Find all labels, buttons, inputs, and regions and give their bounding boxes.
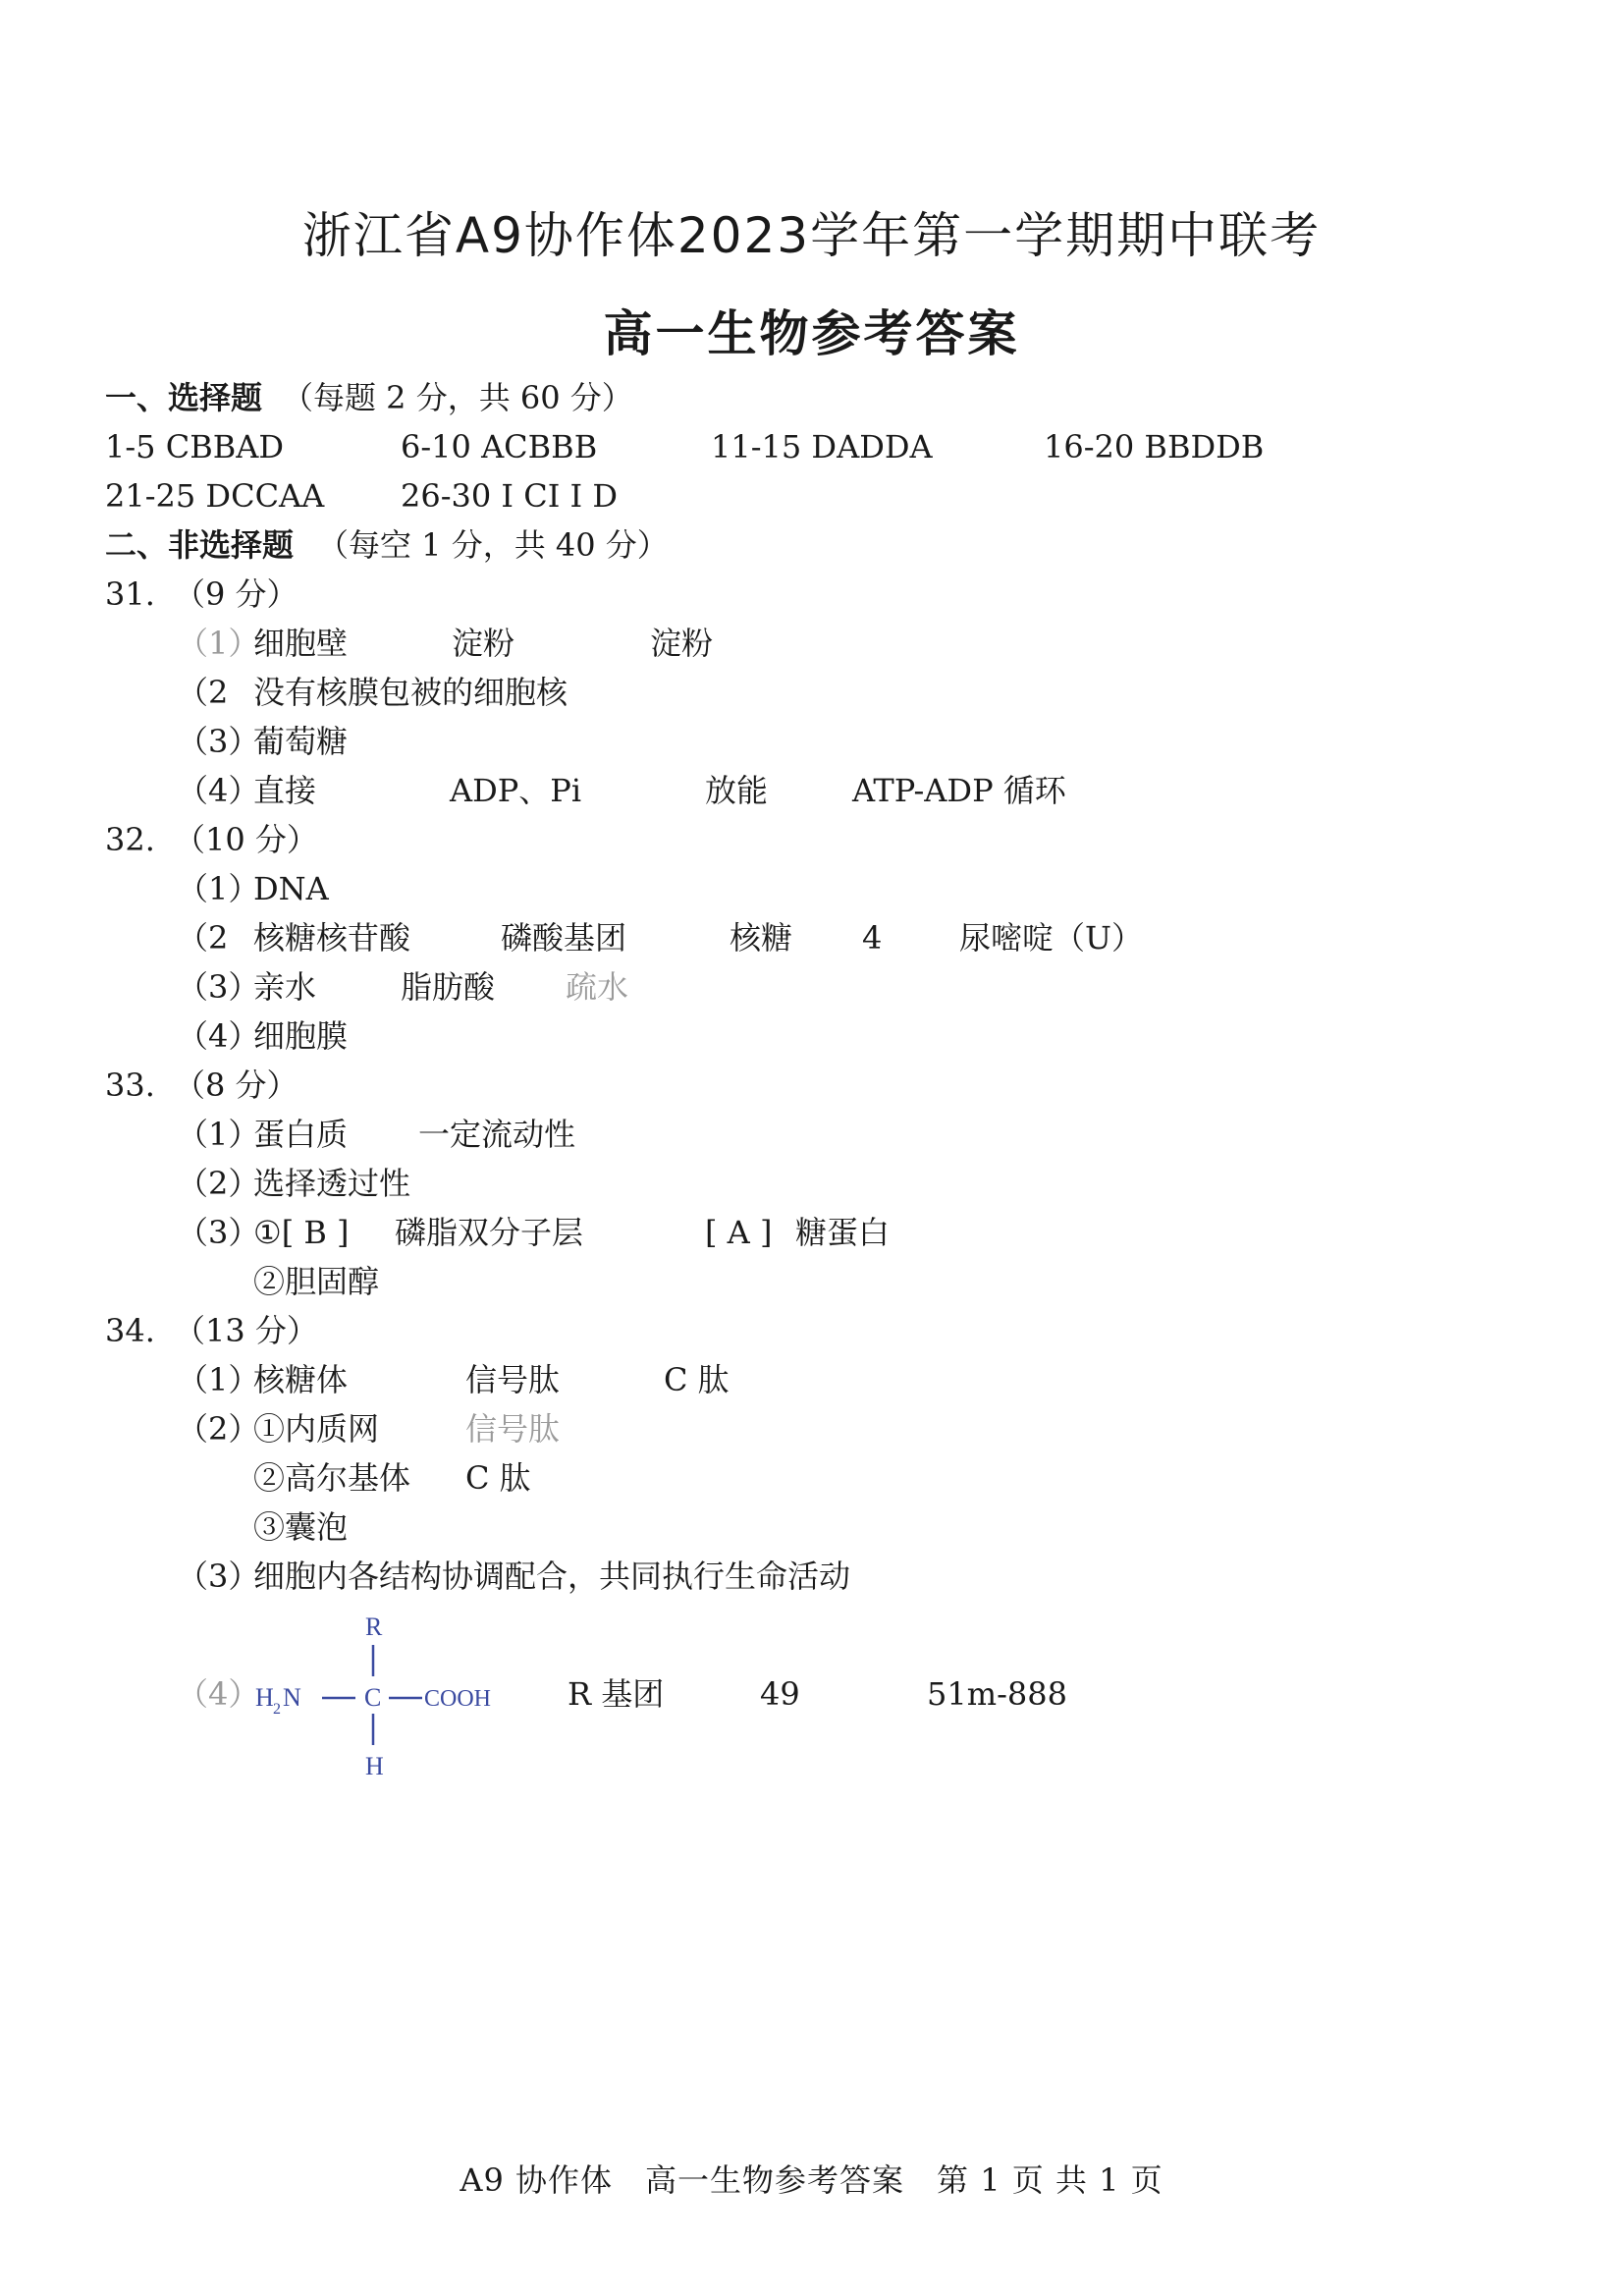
answer: C 肽 xyxy=(664,1361,730,1398)
answer: 葡萄糖 xyxy=(253,723,349,760)
answer: 49 xyxy=(760,1675,800,1713)
formula-amino-n: N xyxy=(283,1683,301,1712)
part-number: （4） xyxy=(177,1017,260,1055)
amino-acid-structural-formula xyxy=(245,1606,520,1782)
answer: R 基团 xyxy=(568,1675,665,1713)
section1-heading: 一、选择题 xyxy=(105,379,263,416)
formula-amino-h: H xyxy=(255,1683,274,1712)
part-number: （3） xyxy=(177,1214,260,1251)
answer: 疏水 xyxy=(566,968,629,1006)
part-number: （3） xyxy=(177,723,260,760)
answer: 没有核膜包被的细胞核 xyxy=(253,674,568,711)
answer: 尿嘧啶（U） xyxy=(959,919,1143,957)
answer: 4 xyxy=(862,919,883,957)
answer: 脂肪酸 xyxy=(401,968,496,1006)
question-score: （10 分） xyxy=(174,821,318,858)
answer: ②胆固醇 xyxy=(253,1263,380,1300)
page-footer: A9 协作体 高一生物参考答案 第 1 页 共 1 页 xyxy=(460,2161,1163,2199)
section1-note: （每题 2 分，共 60 分） xyxy=(282,379,633,416)
answer: ①[ B ] xyxy=(253,1214,350,1251)
answer-group: 11-15 DADDA xyxy=(711,428,933,465)
document-subtitle: 高一生物参考答案 xyxy=(603,305,1020,362)
answer: 放能 xyxy=(705,772,769,809)
part-number: （1） xyxy=(177,1116,260,1153)
question-score: （13 分） xyxy=(174,1312,318,1349)
answer: ATP-ADP 循环 xyxy=(852,772,1066,809)
answer: ADP、Pi xyxy=(450,772,582,809)
part-number: （2） xyxy=(177,1165,260,1202)
answer: 细胞膜 xyxy=(253,1017,349,1055)
formula-carboxyl-group: COOH xyxy=(424,1686,492,1712)
answer: 51m-888 xyxy=(927,1675,1067,1713)
answer: 细胞内各结构协调配合，共同执行生命活动 xyxy=(253,1558,851,1595)
part-number: （2 xyxy=(177,674,229,711)
answer: 一定流动性 xyxy=(418,1116,576,1153)
answer: 核糖核苷酸 xyxy=(253,919,411,957)
part-number: （1） xyxy=(177,870,260,907)
formula-r-group: R xyxy=(365,1613,383,1641)
answer: 直接 xyxy=(253,772,317,809)
part-number: （1） xyxy=(177,1361,260,1398)
part-number: （2 xyxy=(177,919,229,957)
question-number: 34. xyxy=(105,1312,155,1349)
question-score: （8 分） xyxy=(174,1066,298,1104)
part-number: （1） xyxy=(177,625,260,662)
formula-hydrogen: H xyxy=(365,1752,384,1780)
section2-note: （每空 1 分，共 40 分） xyxy=(317,526,669,564)
answer: 信号肽 xyxy=(465,1410,561,1448)
answer: 蛋白质 xyxy=(253,1116,349,1153)
answer: 淀粉 xyxy=(650,625,714,662)
answer: ①内质网 xyxy=(253,1410,380,1448)
answer: 选择透过性 xyxy=(253,1165,411,1202)
answer: 亲水 xyxy=(253,968,317,1006)
answer-group: 6-10 ACBBB xyxy=(401,428,598,465)
part-number: （3） xyxy=(177,968,260,1006)
answer: ③囊泡 xyxy=(253,1508,349,1546)
answer: C 肽 xyxy=(465,1459,531,1497)
part-number: （4） xyxy=(177,772,260,809)
answer: 磷酸基团 xyxy=(501,919,627,957)
answer: 淀粉 xyxy=(452,625,515,662)
answer-group: 26-30 I CI I D xyxy=(401,477,618,515)
answer-group: 1-5 CBBAD xyxy=(105,428,284,465)
answer: DNA xyxy=(253,870,329,907)
answer: 磷脂双分子层 xyxy=(395,1214,584,1251)
answer: 核糖 xyxy=(730,919,793,957)
answer: 核糖体 xyxy=(253,1361,349,1398)
answer: 糖蛋白 xyxy=(795,1214,891,1251)
section2-heading: 二、非选择题 xyxy=(105,526,295,564)
part-number: （4） xyxy=(177,1675,260,1713)
question-number: 31. xyxy=(105,575,155,613)
answer: 信号肽 xyxy=(465,1361,561,1398)
formula-central-carbon: C xyxy=(364,1683,382,1712)
question-score: （9 分） xyxy=(174,575,298,613)
part-number: （3） xyxy=(177,1558,260,1595)
answer: 细胞壁 xyxy=(253,625,349,662)
answer: ②高尔基体 xyxy=(253,1459,411,1497)
part-number: （2） xyxy=(177,1410,260,1448)
formula-amino-sub: 2 xyxy=(273,1701,281,1718)
question-number: 32. xyxy=(105,821,155,858)
answer: [ A ] xyxy=(705,1214,773,1251)
answer-group: 16-20 BBDDB xyxy=(1044,428,1265,465)
question-number: 33. xyxy=(105,1066,155,1104)
document-title: 浙江省A9协作体2023学年第一学期期中联考 xyxy=(301,207,1322,264)
answer-group: 21-25 DCCAA xyxy=(105,477,325,515)
